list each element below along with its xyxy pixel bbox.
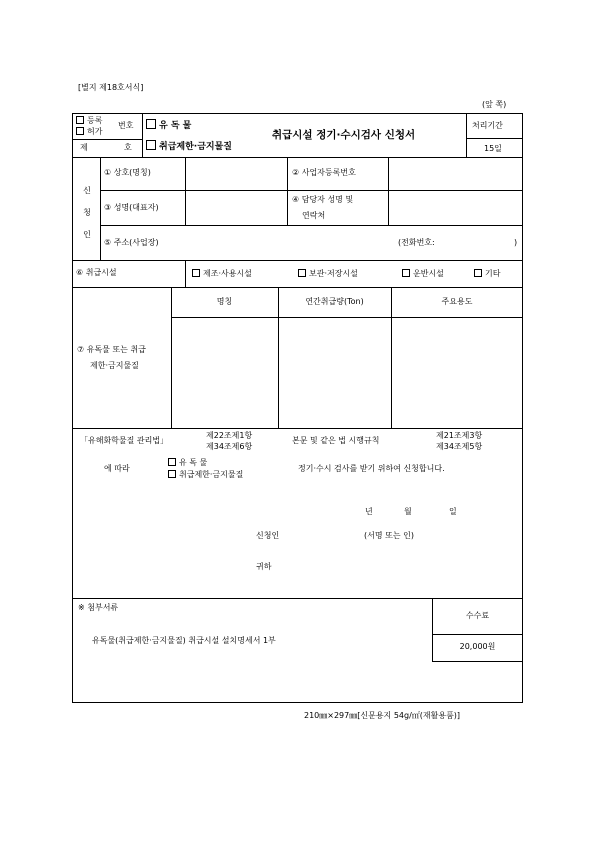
attachments-title: ※ 첨부서류 bbox=[78, 603, 119, 612]
checkbox-icon bbox=[76, 127, 84, 135]
substances-label-2: 제한·금지물질 bbox=[90, 361, 139, 370]
facility-option-transport[interactable]: 운반시설 bbox=[402, 269, 444, 278]
fee-value: 20,000원 bbox=[459, 642, 496, 651]
column-main-use: 주요용도 bbox=[441, 297, 473, 306]
checkbox-icon bbox=[192, 269, 200, 277]
attachment-item: 유독물(취급제한·금지물질) 취급시설 설치명세서 1부 bbox=[92, 636, 276, 645]
checkbox-icon bbox=[76, 116, 84, 124]
facility-option-manufacture[interactable]: 제조·사용시설 bbox=[192, 269, 252, 278]
day-label: 일 bbox=[449, 507, 457, 516]
number-label: 번호 bbox=[118, 121, 134, 130]
decl-toxic-checkbox[interactable]: 유 독 물 bbox=[168, 458, 207, 467]
article-2: 제34조제6항 bbox=[206, 442, 253, 451]
restricted-label: 취급제한·금지물질 bbox=[159, 142, 232, 152]
checkbox-icon bbox=[146, 119, 156, 129]
month-label: 월 bbox=[404, 507, 412, 516]
column-name: 명칭 bbox=[216, 297, 233, 306]
ho-label: 호 bbox=[124, 143, 132, 152]
front-side-label: (앞 쪽) bbox=[482, 100, 507, 109]
toxic-label: 유 독 물 bbox=[159, 121, 192, 131]
checkbox-icon bbox=[146, 140, 156, 150]
contact-person-label-2: 연락처 bbox=[302, 211, 326, 220]
restricted-checkbox[interactable] bbox=[146, 140, 232, 152]
decl-tail-text: 정기·수시 검사를 받기 위하여 신청합니다. bbox=[298, 464, 445, 473]
perm-checkbox[interactable] bbox=[76, 127, 102, 136]
business-reg-label: ② 사업자등록번호 bbox=[292, 168, 356, 177]
fee-label: 수수료 bbox=[465, 611, 490, 620]
checkbox-icon bbox=[168, 470, 176, 478]
contact-person-label: ④ 담당자 성명 및 bbox=[292, 195, 354, 204]
reg-label: 등록 bbox=[87, 116, 103, 125]
company-name-label: ① 상호(명칭) bbox=[104, 168, 151, 177]
substances-label: ⑦ 유독물 또는 취급 bbox=[77, 345, 146, 354]
checkbox-icon bbox=[402, 269, 410, 277]
form-title: 취급시설 정기·수시검사 신청서 bbox=[272, 129, 416, 141]
article-1: 제22조제1항 bbox=[206, 431, 253, 440]
law-middle-text: 본문 및 같은 법 시행규칙 bbox=[292, 436, 380, 445]
facility-option-storage[interactable]: 보관·저장시설 bbox=[298, 269, 358, 278]
decl-restricted-checkbox[interactable]: 취급제한·금지물질 bbox=[168, 470, 243, 479]
column-annual-amount: 연간취급량(Ton) bbox=[305, 297, 364, 306]
je-label: 제 bbox=[80, 143, 88, 152]
checkbox-icon bbox=[168, 458, 176, 466]
form-id: [별지 제18호서식] bbox=[78, 83, 144, 92]
year-label: 년 bbox=[365, 507, 373, 516]
applicant-sign-label: 신청인 bbox=[256, 531, 280, 540]
toxic-checkbox[interactable] bbox=[146, 119, 191, 131]
reg-checkbox[interactable] bbox=[76, 116, 102, 125]
checkbox-icon bbox=[474, 269, 482, 277]
article-3: 제21조제3항 bbox=[436, 431, 483, 440]
phone-close: ) bbox=[514, 238, 518, 247]
period-value: 15일 bbox=[484, 144, 502, 153]
address-label: ⑤ 주소(사업장) bbox=[104, 238, 159, 247]
paper-spec: 210㎜×297㎜[신문용지 54g/㎡(재활용품)] bbox=[304, 711, 461, 720]
recipient-label: 귀하 bbox=[256, 562, 272, 571]
phone-label: (전화번호: bbox=[398, 238, 435, 247]
applicant-group-label: 신 청 인 bbox=[83, 186, 91, 239]
checkbox-icon bbox=[298, 269, 306, 277]
sign-hint: (서명 또는 인) bbox=[364, 531, 414, 540]
according-text: 에 따라 bbox=[104, 464, 130, 473]
period-label: 처리기간 bbox=[472, 121, 503, 130]
facility-label: ⑥ 취급시설 bbox=[76, 268, 117, 277]
article-4: 제34조제5항 bbox=[436, 442, 483, 451]
facility-option-other[interactable]: 기타 bbox=[474, 269, 500, 278]
perm-label: 허가 bbox=[87, 127, 103, 136]
law-name: 「유해화학물질 관리법」 bbox=[80, 436, 169, 445]
representative-label: ③ 성명(대표자) bbox=[104, 203, 159, 212]
